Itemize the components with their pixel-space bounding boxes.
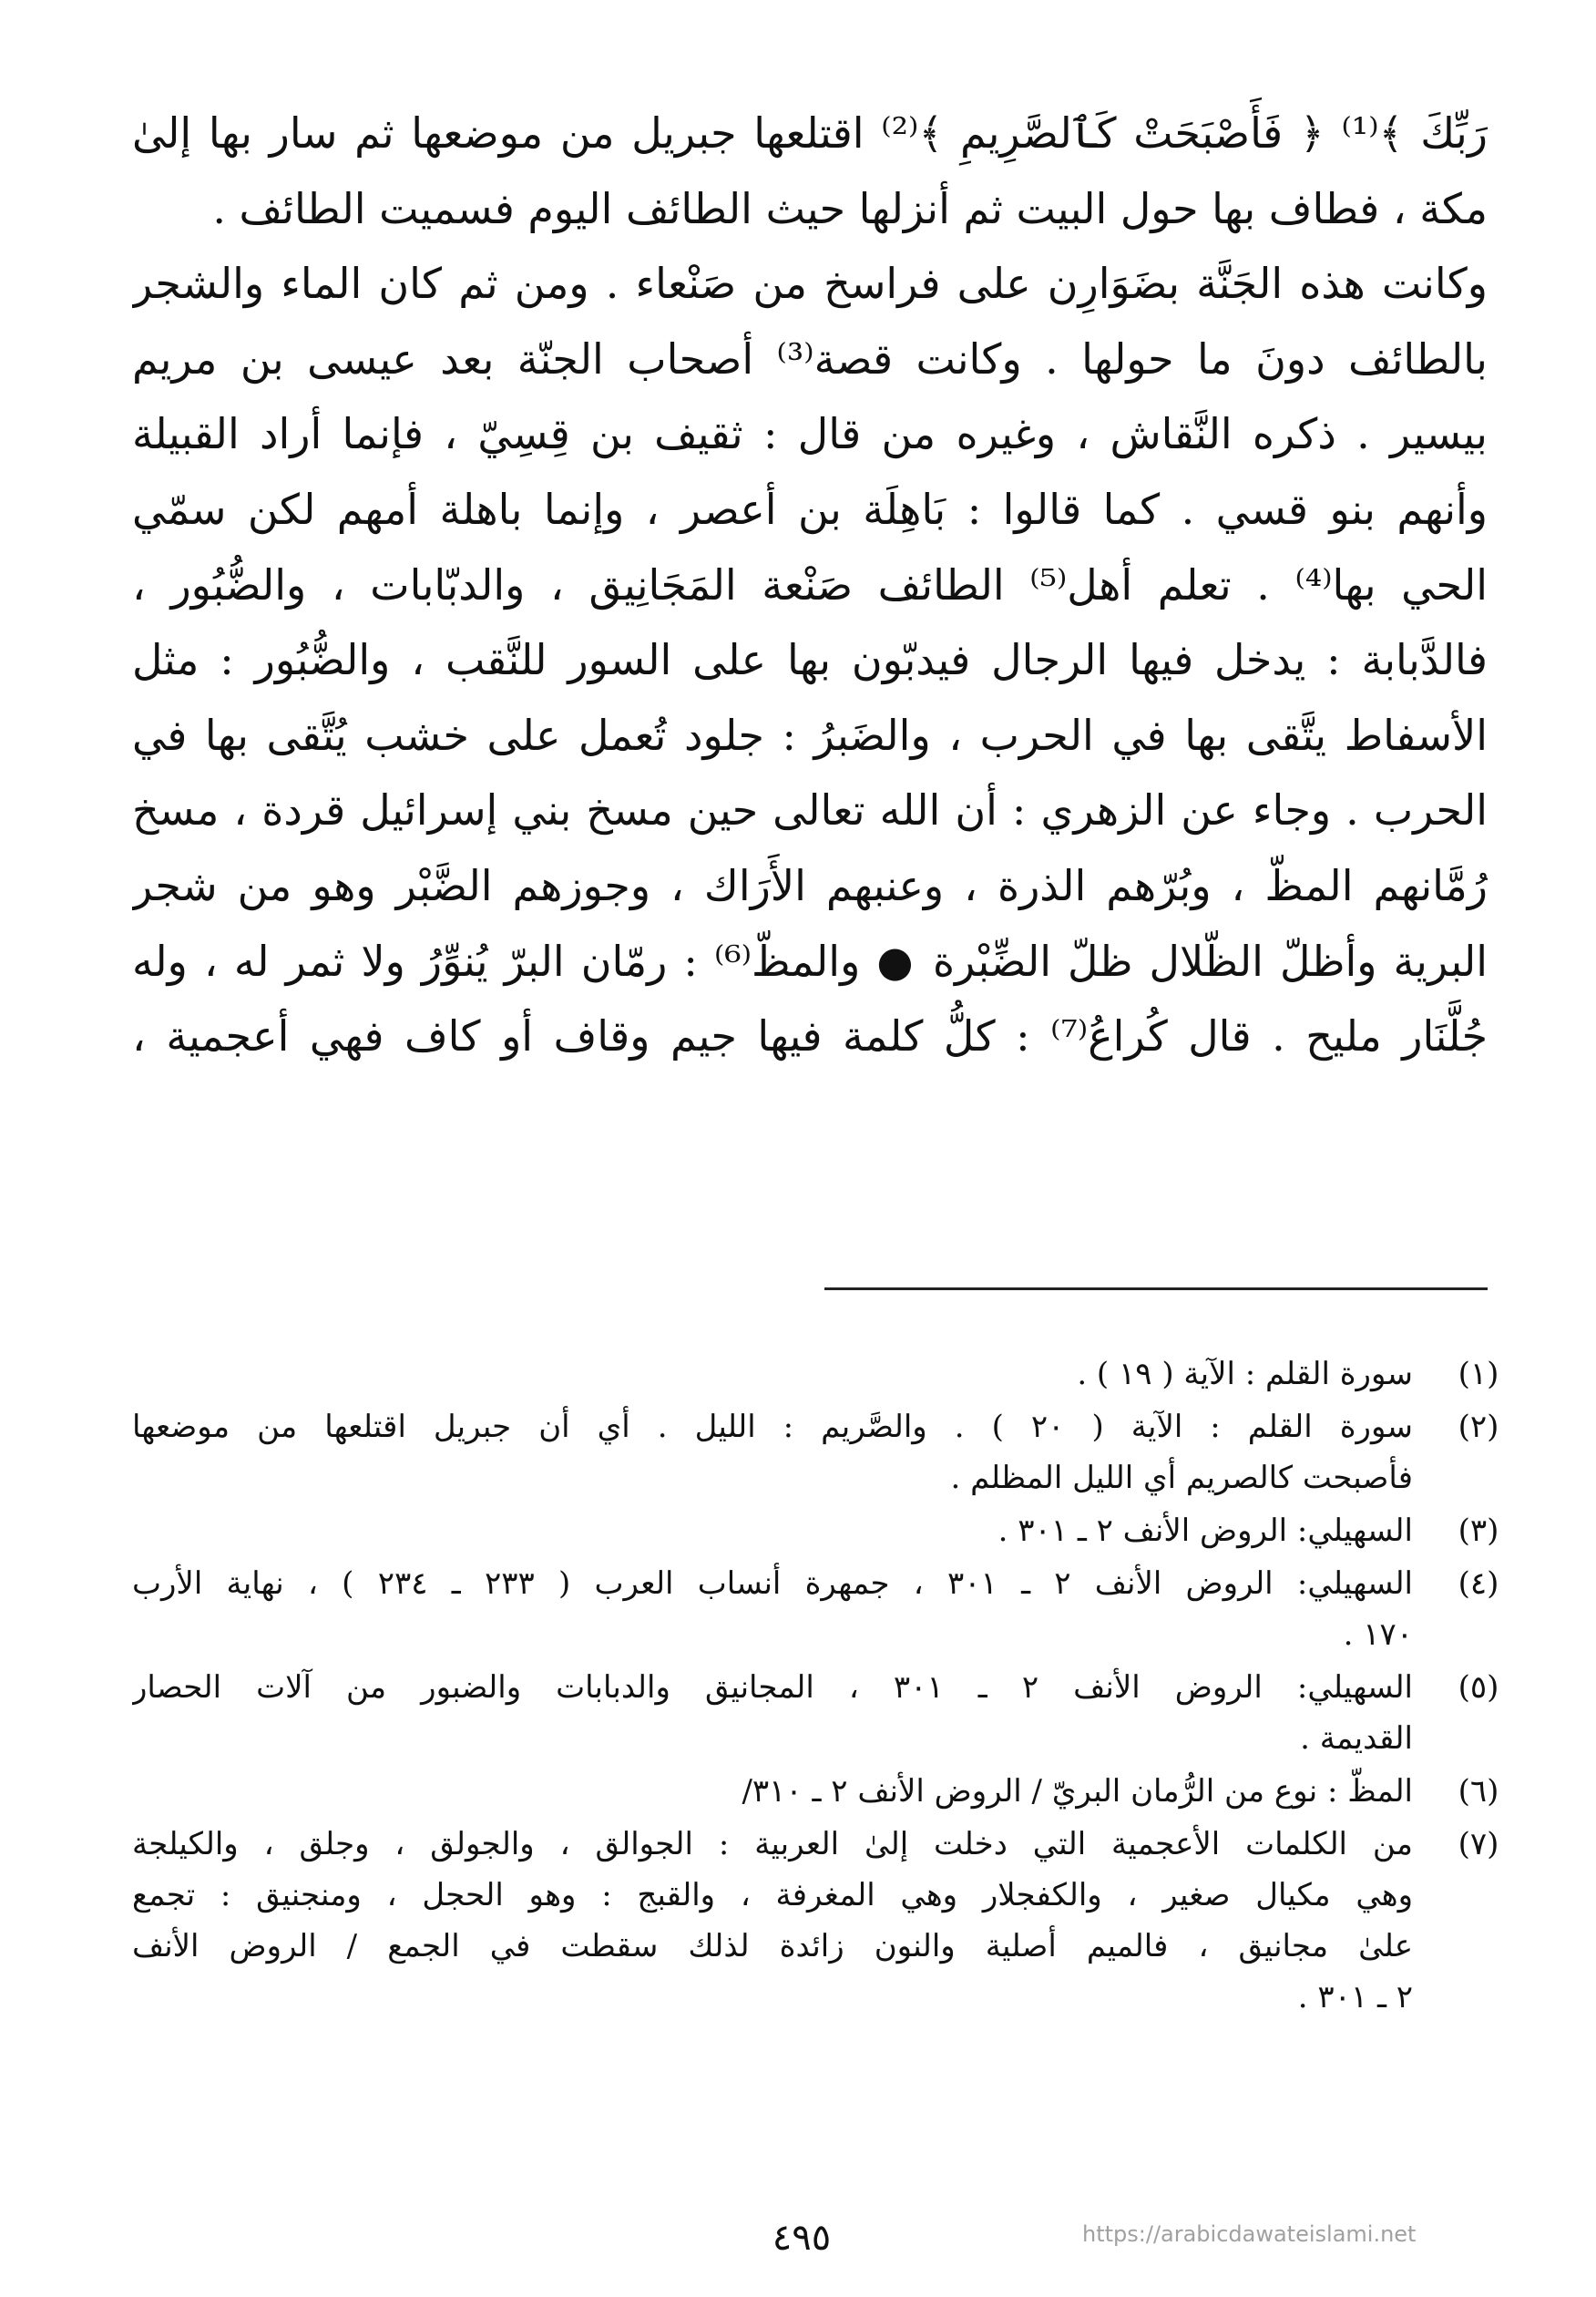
footnote [132, 1558, 1515, 1660]
text-line: الحي بها⁽⁴⁾ . تعلم أهل⁽⁵⁾ الطائف صَنْعة المَجَانِيق ، والدبّابات ، والضُّبُور ، [132, 559, 1488, 610]
footnote [132, 1766, 1515, 1817]
text-line: بيسير . ذكره النَّقاش ، وغيره من قال : ثقيف بن قِسِيّ ، فإنما أراد القبيلة [132, 409, 1488, 459]
footnote-number: (٥) [1458, 1669, 1499, 1706]
text-line: وأنهم بنو قسي . كما قالوا : بَاهِلَة بن أعصر ، وإنما باهلة أمهم لكن سمّي [132, 484, 1488, 534]
watermark-url: https://arabicdawateislami.net [1082, 2221, 1417, 2247]
footnote [132, 1401, 1515, 1503]
footnote-number: (٦) [1458, 1773, 1499, 1810]
footnote-line: المظّ : نوع من الرُّمان البريّ / الروض الأنف ٢ ـ ٣١٠/ [742, 1773, 1413, 1810]
footnote [132, 1505, 1515, 1556]
footnote-number: (٤) [1458, 1565, 1499, 1602]
footnote-line: السهيلي: الروض الأنف ٢ ـ ٣٠١ . [998, 1513, 1413, 1549]
text-line: وكانت هذه الجَنَّة بضَوَارِن على فراسخ من صَنْعاء . ومن ثم كان الماء والشجر [132, 259, 1488, 309]
page-number: ٤٩٥ [772, 2217, 832, 2259]
footnote-separator [824, 1287, 1488, 1290]
main-text [132, 96, 1488, 1074]
text-line: فالدَّبابة : يدخل فيها الرجال فيدبّون بها على السور للنَّقب ، والضُّبُور : مثل [132, 635, 1488, 685]
footnote-line: سورة القلم : الآية ( ٢٠ ) . والصَّريم : الليل . أي أن جبريل اقتلعها من موضعها [132, 1409, 1413, 1445]
footnote-number: (١) [1458, 1356, 1499, 1392]
text-line: البرية وأظلّ الظّلال ظلّ الضِّبْرة ● والمظّ⁽⁶⁾ : رمّان البرّ يُنوِّرُ ولا ثمر له ، وله [132, 936, 1488, 986]
footnote-line: ٢ ـ ٣٠١ . [1297, 1979, 1413, 2015]
footnote-line: سورة القلم : الآية ( ١٩ ) . [1077, 1356, 1413, 1392]
footnote-number: (٧) [1458, 1826, 1499, 1862]
text-line: مكة ، فطاف بها حول البيت ثم أنزلها حيث الطائف اليوم فسميت الطائف . [212, 183, 1488, 233]
text-line: رُمَّانهم المظّ ، وبُرّهم الذرة ، وعنبهم الأَرَاك ، وجوزهم الضَّبْر وهو من شجر [132, 860, 1488, 910]
footnote-number: (٢) [1458, 1409, 1499, 1445]
footnote [132, 1348, 1515, 1400]
footnote-line: من الكلمات الأعجمية التي دخلت إلىٰ العربية : الجوالق ، والجولق ، وجلق ، والكيلجة [132, 1826, 1413, 1862]
footnote-number: (٣) [1458, 1513, 1499, 1549]
text-line: جُلَّنَار مليح . قال كُراعُ⁽⁷⁾ : كلُّ كلمة فيها جيم وقاف أو كاف فهي أعجمية ، [132, 1011, 1488, 1061]
text-line: الحرب . وجاء عن الزهري : أن الله تعالى حين مسخ بني إسرائيل قردة ، مسخ [132, 785, 1488, 836]
text-line: الأسفاط يتَّقى بها في الحرب ، والضَبرُ : جلود تُعمل على خشب يُتَّقى بها في [132, 710, 1488, 760]
footnote-line: فأصبحت كالصريم أي الليل المظلم . [950, 1460, 1413, 1496]
footnotes [132, 1348, 1515, 2025]
footnote-line: ١٧٠ . [1343, 1616, 1413, 1653]
text-line: رَبِّكَ ﴾⁽¹⁾ ﴿ فَأَصْبَحَتْ كَٱلصَّرِيمِ ﴾⁽²⁾ اقتلعها جبريل من موضعها ثم سار بها إلىٰ [132, 108, 1488, 158]
footnote-line: علىٰ مجانيق ، فالميم أصلية والنون زائدة لذلك سقطت في الجمع / الروض الأنف [132, 1928, 1413, 1964]
footnote-line: السهيلي: الروض الأنف ٢ ـ ٣٠١ ، جمهرة أنساب العرب ( ٢٣٣ ـ ٢٣٤ ) ، نهاية الأرب [132, 1565, 1413, 1602]
footnote [132, 1819, 1515, 2023]
text-line: بالطائف دونَ ما حولها . وكانت قصة⁽³⁾ أصحاب الجنّة بعد عيسى بن مريم [132, 333, 1488, 384]
footnote-line: السهيلي: الروض الأنف ٢ ـ ٣٠١ ، المجانيق والدبابات والضبور من آلات الحصار [132, 1669, 1413, 1706]
footnote [132, 1662, 1515, 1764]
footnote-line: القديمة . [1300, 1720, 1413, 1757]
footnote-line: وهي مكيال صغير ، والكفجلار وهي المغرفة ، والقبج : وهو الحجل ، ومنجنيق : تجمع [132, 1877, 1413, 1913]
